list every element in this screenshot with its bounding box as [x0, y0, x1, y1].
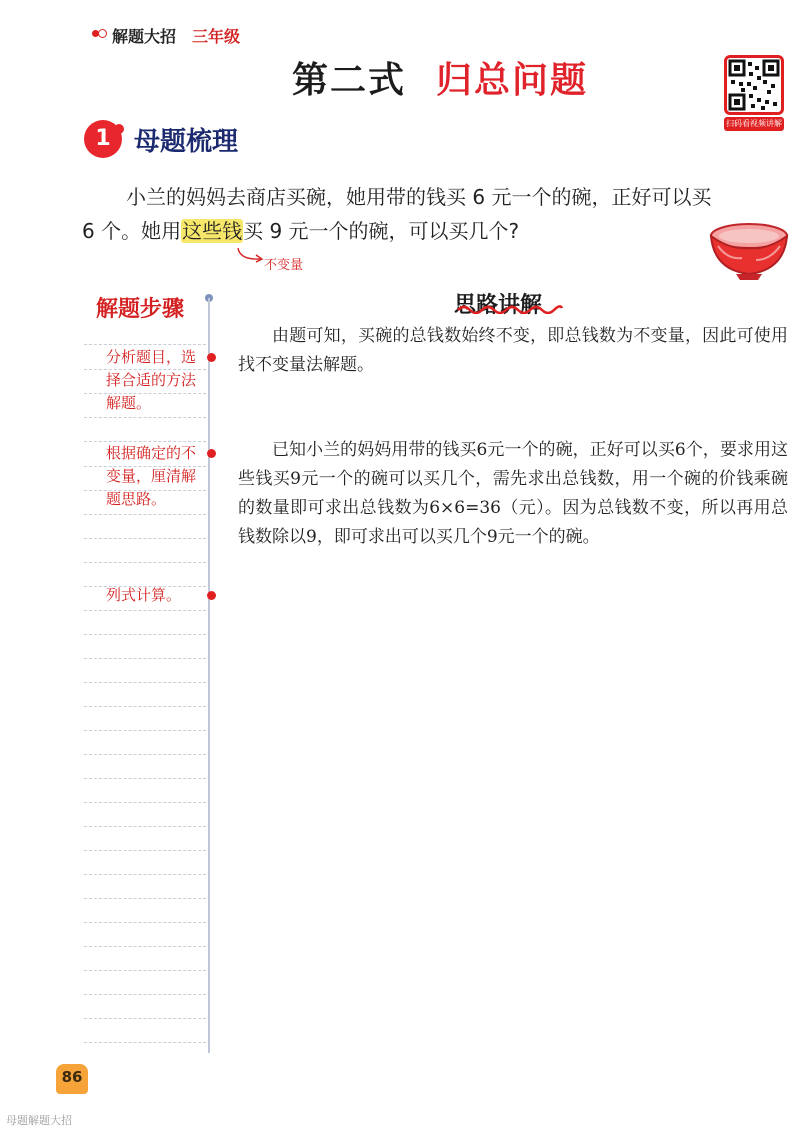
- heading-wave-underline: [456, 302, 564, 314]
- dashed-line: [84, 538, 206, 539]
- series-ring-icon: [98, 29, 107, 38]
- dashed-line: [84, 946, 206, 947]
- explanation-paragraph-2: 已知小兰的妈妈用带的钱买6元一个的碗，正好可以买6个，要求用这些钱买9元一个的碗可以买几个，需先求出总钱数，用一个碗的价钱乘碗的数量即可求出总钱数为6×6=36（元）。因为总钱数不变，所以再用总钱数除以9，即可求出可以买几个9元一个的碗。: [238, 440, 788, 547]
- dashed-line: [84, 417, 206, 418]
- annotation-arrow-icon: [236, 246, 266, 264]
- steps-heading: 解题步骤: [96, 297, 185, 322]
- dashed-line: [84, 898, 206, 899]
- grade-label: 三年级: [192, 27, 241, 46]
- qr-code[interactable]: [724, 55, 784, 115]
- step-marker-icon: [207, 449, 216, 458]
- problem-part2: 6 个。她用: [82, 219, 182, 243]
- dashed-line: [84, 344, 206, 345]
- problem-part3: 买 9 元一个的碗，可以买几个?: [243, 219, 520, 243]
- dashed-line: [84, 393, 206, 394]
- problem-highlight: 这些钱: [182, 219, 243, 243]
- dashed-line: [84, 754, 206, 755]
- step-item: 根据确定的不变量，厘清解题思路。: [106, 444, 197, 508]
- step-marker-icon: [207, 591, 216, 600]
- dashed-line: [84, 802, 206, 803]
- dashed-line: [84, 658, 206, 659]
- dashed-line: [84, 466, 206, 467]
- section-number-badge: 1: [84, 120, 122, 158]
- dashed-line: [84, 634, 206, 635]
- step-marker-icon: [207, 353, 216, 362]
- qr-label: 扫码看视频讲解: [724, 117, 784, 131]
- dashed-line: [84, 562, 206, 563]
- dashed-line: [84, 994, 206, 995]
- step-item: 分析题目，选择合适的方法解题。: [106, 348, 197, 412]
- dashed-line: [84, 850, 206, 851]
- chapter-title-sub: 归总问题: [436, 60, 589, 101]
- problem-text: [82, 180, 792, 248]
- dashed-line: [84, 730, 206, 731]
- dashed-line: [84, 778, 206, 779]
- problem-part1: 小兰的妈妈去商店买碗，她用带的钱买 6 元一个的碗，正好可以买: [126, 185, 712, 209]
- section-title: 母题梳理: [134, 127, 239, 157]
- page-number: 86: [61, 1068, 83, 1086]
- dashed-line: [84, 369, 206, 370]
- explanation-paragraph-1: 由题可知，买碗的总钱数始终不变，即总钱数为不变量，因此可使用找不变量法解题。: [238, 326, 788, 375]
- dashed-line: [84, 441, 206, 442]
- steps-divider-line: [208, 298, 210, 1053]
- series-name: 解题大招: [112, 27, 177, 46]
- dashed-line: [84, 1042, 206, 1043]
- chapter-title-main: 第二式: [292, 60, 407, 101]
- dashed-line: [84, 586, 206, 587]
- dashed-line: [84, 874, 206, 875]
- dashed-line: [84, 490, 206, 491]
- dashed-line: [84, 706, 206, 707]
- qr-code-icon: [727, 58, 781, 112]
- dashed-line: [84, 922, 206, 923]
- dashed-line: [84, 682, 206, 683]
- invariant-annotation: 不变量: [264, 258, 304, 273]
- dashed-line: [84, 970, 206, 971]
- watermark: 母题解题大招: [6, 1114, 72, 1127]
- dashed-line: [84, 1018, 206, 1019]
- bowl-icon: [708, 220, 790, 282]
- dashed-line: [84, 610, 206, 611]
- explanation-heading: 思路讲解: [454, 293, 543, 318]
- dashed-line: [84, 826, 206, 827]
- dashed-line: [84, 514, 206, 515]
- step-item: 列式计算。: [106, 586, 182, 604]
